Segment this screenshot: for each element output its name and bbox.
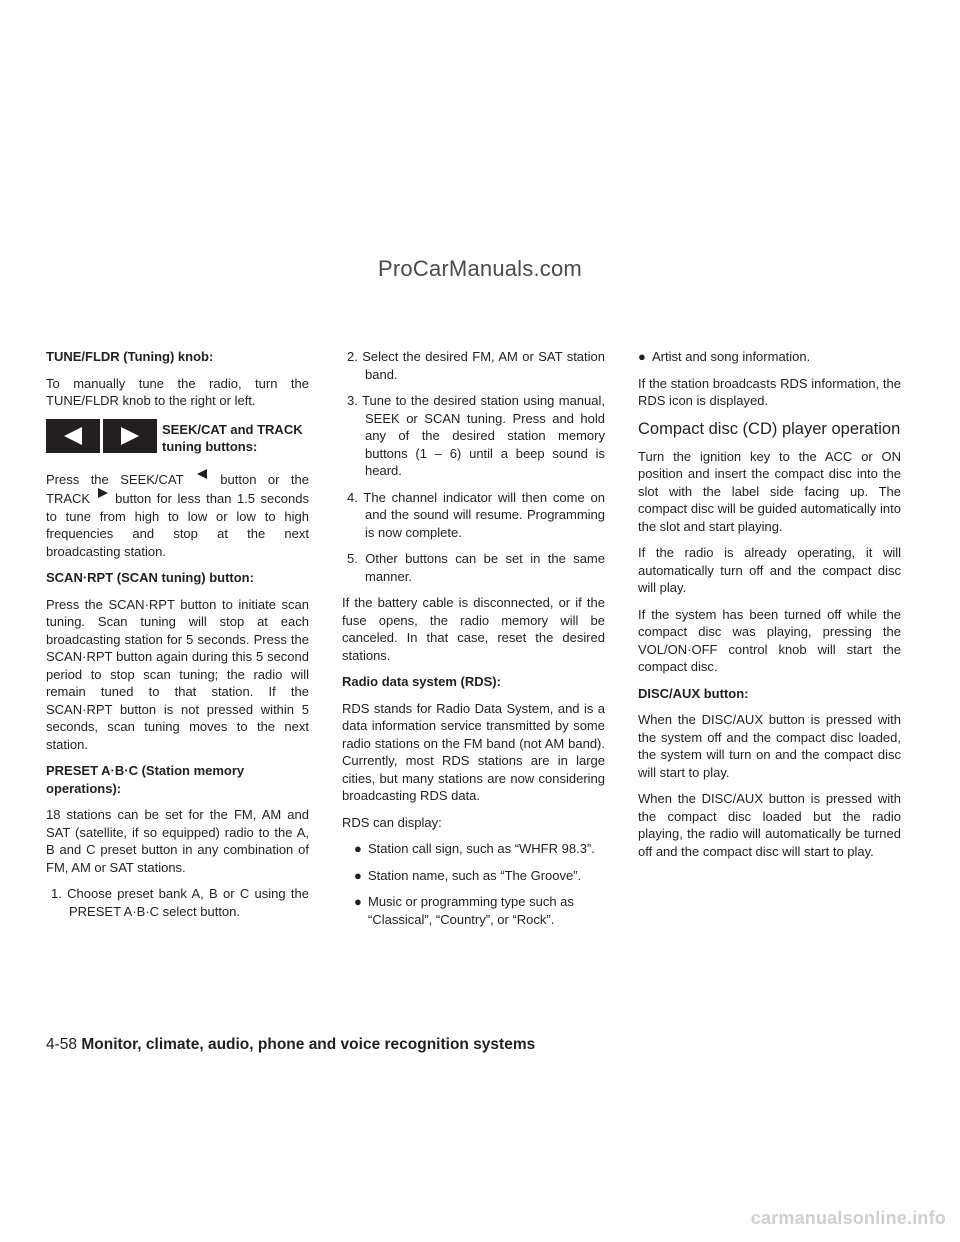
list-item: ● Station call sign, such as “WHFR 98.3”.: [354, 841, 595, 856]
seek-text-c: button for less than 1.5 seconds to tune from high to low or low to high frequencies and stop at the next broadcasting station.: [46, 491, 309, 559]
cd-text-2: If the radio is already operating, it will automatically turn off and the compact disc will play.: [638, 545, 901, 595]
rds-icon-text: If the station broadcasts RDS information, the RDS icon is displayed.: [638, 375, 901, 408]
disc-heading: DISC/AUX button:: [638, 685, 749, 701]
seek-text: [46, 469, 309, 561]
rds-can-display: RDS can display:: [342, 814, 442, 830]
scan-text: Press the SCAN·RPT button to initiate scan tuning. Scan tuning will stop at each broadcasting station for 5 seconds. Press the SCAN·RPT button again during this 5 second period to stop scan tuning; the radio will remain tuned to that station. If the SCAN·RPT button is not pressed within 5 seconds, scan tuning moves to the next station.: [46, 596, 309, 752]
step-4: 4. The channel indicator will then come on and the sound will resume. Programming is now complete.: [347, 489, 605, 540]
left-triangle-inline-icon: [195, 469, 209, 479]
step-3: 3. Tune to the desired station using manual, SEEK or SCAN tuning. Press and hold any of the desired station memory buttons (1 – 6) until a beep sound is heard.: [347, 393, 605, 478]
battery-text: If the battery cable is disconnected, or if the fuse opens, the radio memory will be canceled. In that case, reset the desired stations.: [342, 595, 605, 663]
track-key-icon: [103, 419, 157, 453]
cd-text-1: Turn the ignition key to the ACC or ON position and insert the compact disc into the slot with the label side facing up. The compact disc will be guided automatically into the slot and start playing.: [638, 448, 901, 534]
section-title: Monitor, climate, audio, phone and voice recognition systems: [81, 1036, 536, 1053]
preset-heading: PRESET A·B·C (Station memory operations):: [46, 763, 245, 796]
list-item: ● Music or programming type such as “Classical”, “Country”, or “Rock”.: [354, 894, 574, 927]
seek-track-label: SEEK/CAT and TRACK tuning buttons:: [162, 421, 303, 454]
right-triangle-icon: [119, 427, 141, 445]
step-1: 1. Choose preset bank A, B or C using the PRESET A·B·C select button.: [51, 886, 309, 919]
right-triangle-inline-icon: [96, 488, 110, 498]
list-item: ● Station name, such as “The Groove”.: [354, 867, 582, 883]
bullet-icon: ●: [638, 349, 646, 364]
watermark-bottom: carmanualsonline.info: [750, 1208, 946, 1228]
list-item: ● Artist and song information.: [638, 349, 811, 364]
preset-text: 18 stations can be set for the FM, AM and SAT (satellite, if so equipped) radio to the A, B and C preset button in any combination of FM, AM or SAT stations.: [46, 807, 309, 875]
step-5: 5. Other buttons can be set in the same manner.: [347, 551, 605, 584]
disc-text-1: When the DISC/AUX button is pressed with the system off and the compact disc loaded, the system will turn on and the compact disc will start to play.: [638, 712, 901, 780]
rds-heading: Radio data system (RDS):: [342, 674, 501, 689]
watermark-top: ProCarManuals.com: [378, 256, 582, 281]
cd-text-3: If the system has been turned off while the compact disc was playing, pressing the VOL/ON·OFF control knob will start the compact disc.: [638, 606, 901, 674]
column-1: [46, 348, 309, 929]
disc-text-2: When the DISC/AUX button is pressed with the compact disc loaded but the radio playing, the radio will automatically be turned off and the compact disc will start to play.: [638, 791, 901, 859]
cd-heading: Compact disc (CD) player operation: [638, 419, 901, 438]
seek-text-a: Press the SEEK/CAT: [46, 471, 184, 487]
bullet-icon: ●: [354, 894, 362, 909]
seek-key-icon: [46, 419, 100, 453]
step-2: 2. Select the desired FM, AM or SAT station band.: [347, 349, 605, 382]
tune-text: To manually tune the radio, turn the TUNE/FLDR knob to the right or left.: [46, 375, 309, 408]
tune-heading: TUNE/FLDR (Tuning) knob:: [46, 349, 214, 364]
bullet-icon: ●: [354, 841, 362, 856]
scan-heading: SCAN·RPT (SCAN tuning) button:: [46, 570, 254, 585]
column-3: [638, 348, 901, 869]
page-number: 4-58: [46, 1036, 78, 1053]
rds-text: RDS stands for Radio Data System, and is a data information service transmitted by some radio stations on the FM band (not AM band). Currently, most RDS stations are in large cities, but many stations are now considering broadcasting RDS data.: [342, 700, 605, 803]
seek-text-b: button or the TRACK: [46, 471, 309, 506]
column-2: [342, 348, 605, 937]
left-triangle-icon: [62, 427, 84, 445]
page-footer: [46, 1036, 535, 1054]
seek-track-buttons: [46, 419, 309, 463]
bullet-icon: ●: [354, 867, 362, 883]
